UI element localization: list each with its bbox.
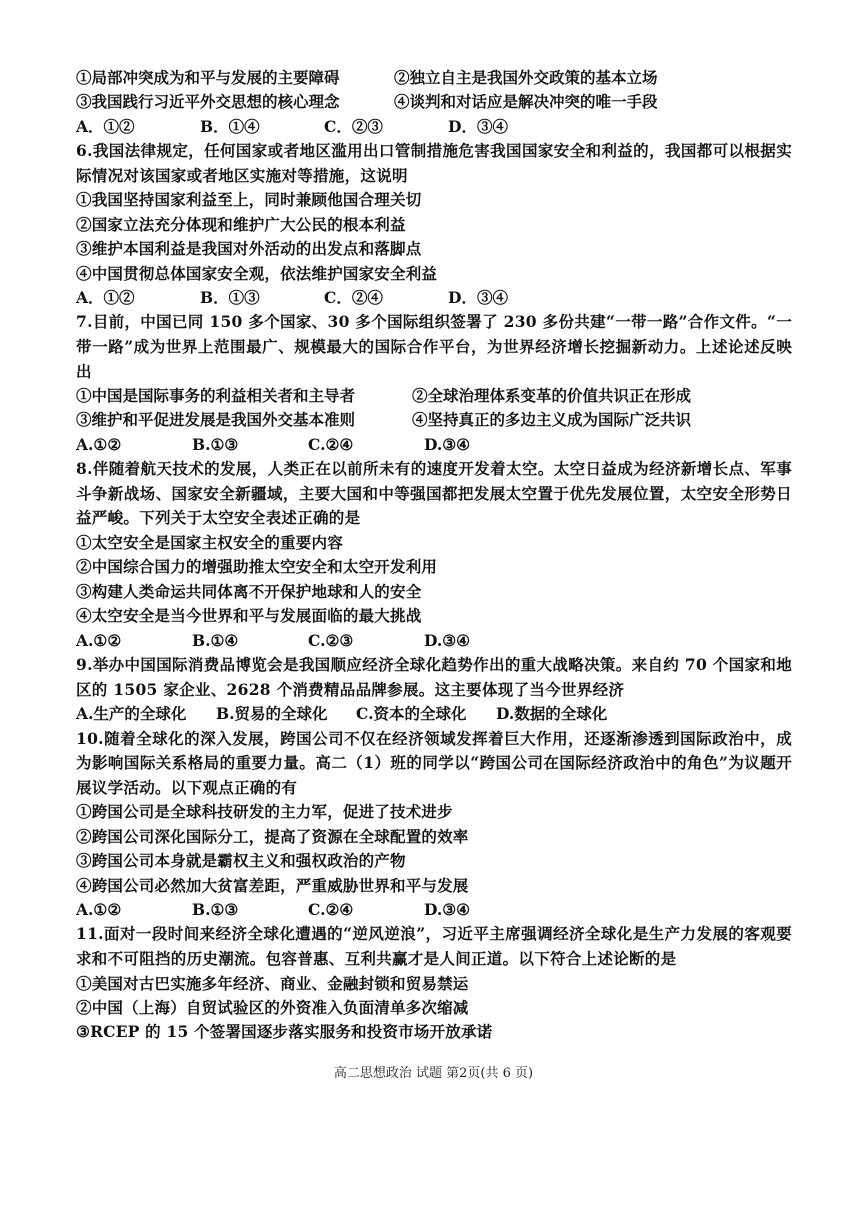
q6-answers <box>76 286 792 310</box>
q9-answer-a: A.生产的全球化 <box>76 704 187 724</box>
q7-option-3: ③维护和平促进发展是我国外交基本准则 <box>76 410 356 430</box>
q11-option-2: ②中国（上海）自贸试验区的外资准入负面清单多次缩减 <box>76 997 469 1017</box>
q9-answers <box>76 702 792 726</box>
q8-answer-b: B.①④ <box>192 630 239 650</box>
q7-option-4: ④坚持真正的多边主义成为国际广泛共识 <box>412 410 692 430</box>
page-footer: 高二思想政治 试题 第2页(共 6 页) <box>333 1066 534 1081</box>
q7-option-1: ①中国是国际事务的利益相关者和主导者 <box>76 386 356 406</box>
q6-answer-c: C．②④ <box>324 287 383 307</box>
q8-stem: 8.伴随着航天技术的发展，人类正在以前所未有的速度开发着太空。太空日益成为经济新增长点、军事斗争新战场、国家安全新疆域，主要大国和中等强国都把发展太空置于优先发展位置，太空安全形势日益严峻。下列关于太空安全表述正确的是 <box>76 459 792 528</box>
q6-stem: 6.我国法律规定，任何国家或者地区滥用出口管制措施危害我国国家安全和利益的，我国都可以根据实际情况对该国家或者地区实施对等措施，这说明 <box>76 141 792 185</box>
q10-stem: 10.随着全球化的深入发展，跨国公司不仅在经济领域发挥着巨大作用，还逐渐渗透到国际政治中，成为影响国际关系格局的重要力量。高二（1）班的同学以“跨国公司在国际经济政治中的角色”为议题开展议学活动。以下观点正确的有 <box>76 728 792 797</box>
q7-options-row-1 <box>76 384 792 408</box>
q10-option-4: ④跨国公司必然加大贫富差距，严重威胁世界和平与发展 <box>76 875 469 895</box>
q10-answers <box>76 898 792 922</box>
q6-answer-a: A．①② <box>76 287 135 307</box>
q5-answer-b: B．①④ <box>200 116 260 136</box>
q11-option-3: ③RCEP 的 15 个签署国逐步落实服务和投资市场开放承诺 <box>76 1022 493 1042</box>
q9-stem: 9.举办中国国际消费品博览会是我国顺应经济全球化趋势作出的重大战略决策。来自约 70 个国家和地区的 1505 家企业、2628 个消费精品品牌参展。这主要体现了当今世界经济 <box>76 655 792 699</box>
q6-option-1: ①我国坚持国家利益至上，同时兼顾他国合理关切 <box>76 190 422 210</box>
q7-answers <box>76 433 792 457</box>
q5-answer-a: A．①② <box>76 116 135 136</box>
q10-option-1: ①跨国公司是全球科技研发的主力军，促进了技术进步 <box>76 802 453 822</box>
q6-answer-d: D．③④ <box>448 287 508 307</box>
q7-stem: 7.目前，中国已同 150 多个国家、30 多个国际组织签署了 230 多份共建“一带一路”合作文件。“一带一路”成为世界上范围最广、规模最大的国际合作平台，为世界经济增长挖掘新动力。上述论述反映出 <box>76 312 792 381</box>
q5-answer-c: C．②③ <box>324 116 383 136</box>
q5-option-2: ②独立自主是我国外交政策的基本立场 <box>394 68 658 87</box>
q6-answer-b: B．①③ <box>200 287 260 307</box>
q9-answer-d: D.数据的全球化 <box>496 704 608 724</box>
q8-answers <box>76 629 792 653</box>
q8-option-1: ①太空安全是国家主权安全的重要内容 <box>76 533 343 553</box>
q8-answer-a: A.①② <box>76 630 122 650</box>
q11-stem: 11.面对一段时间来经济全球化遭遇的“逆风逆浪”，习近平主席强调经济全球化是生产力发展的客观要求和不可阻挡的历史潮流。包容普惠、互利共赢才是人间正道。以下符合上述论断的是 <box>76 924 792 968</box>
q5-option-3: ③我国践行习近平外交思想的核心理念 <box>76 92 340 112</box>
q9-answer-b: B.贸易的全球化 <box>216 704 328 724</box>
q7-answer-c: C.②④ <box>308 434 354 454</box>
q8-answer-d: D.③④ <box>424 630 471 650</box>
q7-answer-d: D.③④ <box>424 434 471 454</box>
q5-options-row-1 <box>76 66 792 90</box>
q9-answer-c: C.资本的全球化 <box>356 704 467 724</box>
q5-answers <box>76 115 792 139</box>
q10-option-2: ②跨国公司深化国际分工，提高了资源在全球配置的效率 <box>76 826 469 846</box>
q5-option-1: ①局部冲突成为和平与发展的主要障碍 <box>76 68 340 87</box>
q6-option-2: ②国家立法充分体现和维护广大公民的根本利益 <box>76 214 406 234</box>
q7-option-2: ②全球治理体系变革的价值共识正在形成 <box>412 386 692 406</box>
q8-option-4: ④太空安全是当今世界和平与发展面临的最大挑战 <box>76 606 422 626</box>
q5-options-row-2 <box>76 90 792 114</box>
q8-option-2: ②中国综合国力的增强助推太空安全和太空开发利用 <box>76 557 438 577</box>
q6-option-3: ③维护本国利益是我国对外活动的出发点和落脚点 <box>76 239 422 259</box>
q8-option-3: ③构建人类命运共同体离不开保护地球和人的安全 <box>76 581 422 601</box>
q7-options-row-2 <box>76 408 792 432</box>
q10-answer-c: C.②④ <box>308 899 354 919</box>
q5-option-4: ④谈判和对话应是解决冲突的唯一手段 <box>394 92 658 112</box>
q10-answer-a: A.①② <box>76 899 122 919</box>
q6-option-4: ④中国贯彻总体国家安全观，依法维护国家安全利益 <box>76 263 438 283</box>
q10-answer-d: D.③④ <box>424 899 471 919</box>
q8-answer-c: C.②③ <box>308 630 354 650</box>
q7-answer-a: A.①② <box>76 434 122 454</box>
exam-content <box>76 66 792 1045</box>
q10-option-3: ③跨国公司本身就是霸权主义和强权政治的产物 <box>76 851 406 871</box>
q5-answer-d: D．③④ <box>448 116 508 136</box>
q7-answer-b: B.①③ <box>192 434 239 454</box>
q11-option-1: ①美国对古巴实施多年经济、商业、金融封锁和贸易禁运 <box>76 973 469 993</box>
q10-answer-b: B.①③ <box>192 899 239 919</box>
